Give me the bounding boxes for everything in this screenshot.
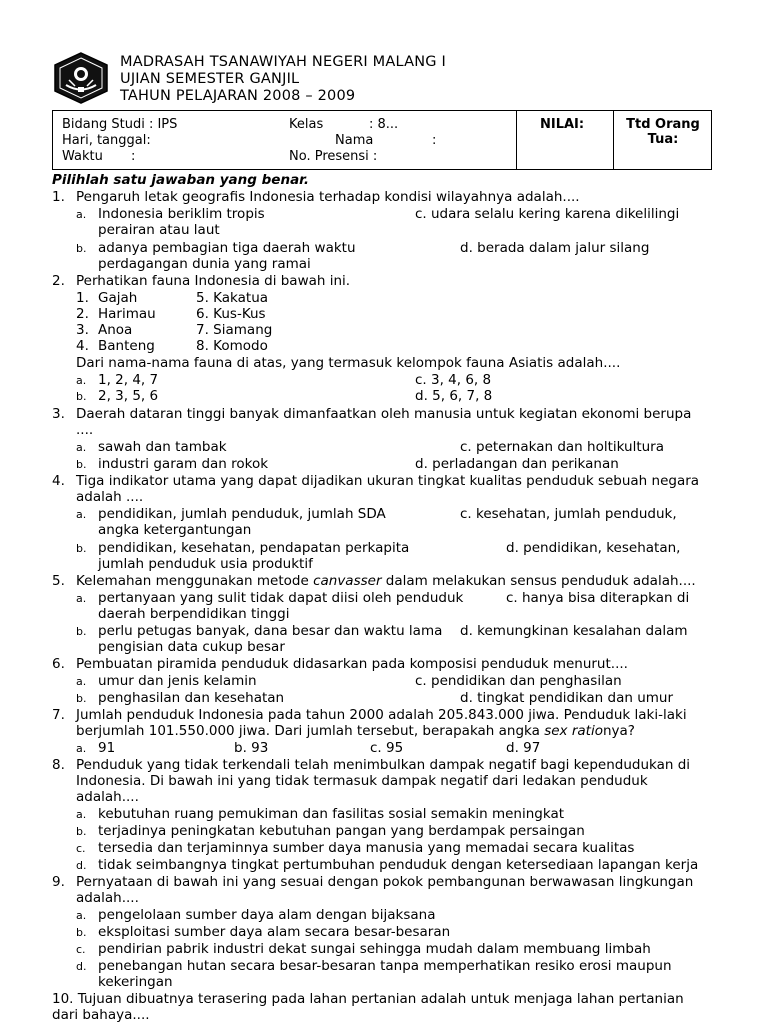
question-number: 6.: [52, 656, 65, 672]
option-a[interactable]: sawah dan tambak: [98, 439, 227, 455]
option-d-continuation: perdagangan dunia yang ramai: [98, 256, 311, 272]
question-text-italic: canvasser: [313, 573, 382, 589]
fauna-item: Banteng: [98, 338, 155, 354]
option-b[interactable]: pendidikan, kesehatan, pendapatan perkapita: [98, 540, 410, 556]
question-text: Perhatikan fauna Indonesia di bawah ini.: [76, 273, 351, 289]
instruction: Pilihlah satu jawaban yang benar.: [52, 172, 310, 188]
fauna-number: 4.: [76, 338, 89, 354]
option-d-continuation: jumlah penduduk usia produktif: [98, 556, 313, 572]
option-a[interactable]: pertanyaan yang sulit tidak dapat diisi oleh penduduk: [98, 590, 464, 606]
question-text-continuation: adalah ....: [76, 489, 144, 505]
attendance-number-field[interactable]: No. Presensi :: [289, 149, 378, 164]
option-letter: a.: [76, 808, 87, 821]
exam-header: [120, 54, 446, 105]
option-letter: b.: [76, 692, 87, 705]
name-field-colon: :: [432, 133, 437, 148]
option-c-continuation: daerah berpendidikan tinggi: [98, 606, 290, 622]
option-letter: b.: [76, 625, 87, 638]
option-c[interactable]: c. 3, 4, 6, 8: [415, 372, 492, 388]
question-text: Daerah dataran tinggi banyak dimanfaatkan oleh manusia untuk kegiatan ekonomi berupa: [76, 406, 692, 422]
option-letter: a.: [76, 742, 87, 755]
option-c[interactable]: c. pendidikan dan penghasilan: [415, 673, 622, 689]
class-field-label[interactable]: Kelas: [289, 117, 324, 132]
option-letter: c.: [76, 943, 86, 956]
question-number: 8.: [52, 757, 65, 773]
question-text: Jumlah penduduk Indonesia pada tahun 2000 adalah 205.843.000 jiwa. Penduduk laki-laki: [76, 707, 687, 723]
option-d[interactable]: penebangan hutan secara besar-besaran tanpa memperhatikan resiko erosi maupun: [98, 958, 672, 974]
option-letter: b.: [76, 926, 87, 939]
option-d[interactable]: d. 97: [506, 740, 541, 756]
time-field-colon: :: [131, 149, 136, 164]
option-d[interactable]: d. perladangan dan perikanan: [415, 456, 619, 472]
question-text: Pembuatan piramida penduduk didasarkan pada komposisi penduduk menurut....: [76, 656, 628, 672]
question-number: 1.: [52, 189, 65, 205]
option-letter: a.: [76, 374, 87, 387]
option-b[interactable]: terjadinya peningkatan kebutuhan pangan yang berdampak persaingan: [98, 823, 585, 839]
question-subtext: Dari nama-nama fauna di atas, yang termasuk kelompok fauna Asiatis adalah....: [76, 355, 621, 371]
option-a[interactable]: pengelolaan sumber daya alam dengan bijaksana: [98, 907, 436, 923]
option-a[interactable]: kebutuhan ruang pemukiman dan fasilitas sosial semakin meningkat: [98, 806, 565, 822]
option-letter: b.: [76, 825, 87, 838]
fauna-item: 6. Kus-Kus: [196, 306, 266, 322]
option-letter: a.: [76, 441, 87, 454]
question-text-part: dalam melakukan sensus penduduk adalah....: [381, 573, 696, 589]
fauna-item: Gajah: [98, 290, 138, 306]
option-d[interactable]: d. tingkat pendidikan dan umur: [460, 690, 674, 706]
exam-title: UJIAN SEMESTER GANJIL: [120, 71, 300, 87]
option-a[interactable]: pendidikan, jumlah penduduk, jumlah SDA: [98, 506, 386, 522]
option-letter: a.: [76, 592, 87, 605]
question-text: Penduduk yang tidak terkendali telah menimbulkan dampak negatif bagi kependudukan di: [76, 757, 691, 773]
school-name: MADRASAH TSANAWIYAH NEGERI MALANG I: [120, 54, 446, 70]
option-b[interactable]: eksploitasi sumber daya alam secara besar-besaran: [98, 924, 451, 940]
option-letter: a.: [76, 208, 87, 221]
option-a[interactable]: 91: [98, 740, 116, 756]
question-text-continuation: adalah....: [76, 789, 139, 805]
question-text-continuation: dari bahaya....: [52, 1007, 150, 1023]
option-letter: a.: [76, 909, 87, 922]
question-text-continuation: [76, 723, 635, 740]
option-a[interactable]: umur dan jenis kelamin: [98, 673, 257, 689]
option-b[interactable]: b. 93: [234, 740, 269, 756]
question-text-continuation: adalah....: [76, 890, 139, 906]
name-field-label[interactable]: Nama: [335, 133, 374, 148]
question-number: 7.: [52, 707, 65, 723]
option-d[interactable]: d. berada dalam jalur silang: [460, 240, 650, 256]
option-letter: b.: [76, 458, 87, 471]
option-d[interactable]: d. 5, 6, 7, 8: [415, 388, 493, 404]
option-a[interactable]: Indonesia beriklim tropis: [98, 206, 265, 222]
option-d[interactable]: d. kemungkinan kesalahan dalam: [460, 623, 688, 639]
question-number: 3.: [52, 406, 65, 422]
question-text-part: berjumlah 101.550.000 jiwa. Dari jumlah tersebut, berapakah angka: [76, 723, 545, 739]
option-c[interactable]: pendirian pabrik industri dekat sungai sehingga mudah dalam membuang limbah: [98, 941, 651, 957]
fauna-number: 2.: [76, 306, 89, 322]
question-text: Tiga indikator utama yang dapat dijadikan ukuran tingkat kualitas penduduk sebuah negara: [76, 473, 700, 489]
option-c[interactable]: c. hanya bisa diterapkan di: [506, 590, 690, 606]
option-c[interactable]: c. peternakan dan holtikultura: [460, 439, 665, 455]
option-letter: b.: [76, 390, 87, 403]
question-text-part: Kelemahan menggunakan metode: [76, 573, 314, 589]
option-d[interactable]: d. pendidikan, kesehatan,: [506, 540, 681, 556]
question-text-continuation: ....: [76, 422, 94, 438]
academic-year: TAHUN PELAJARAN 2008 – 2009: [120, 88, 356, 104]
option-letter: a.: [76, 508, 87, 521]
question-number: 2.: [52, 273, 65, 289]
class-field-value: : 8...: [369, 117, 399, 132]
fauna-item: 7. Siamang: [196, 322, 273, 338]
question-number: 9.: [52, 874, 65, 890]
time-field-label[interactable]: Waktu: [62, 149, 103, 164]
option-a[interactable]: 1, 2, 4, 7: [98, 372, 159, 388]
parent-signature-label-1: Ttd Orang: [626, 117, 700, 132]
option-c-continuation: perairan atau laut: [98, 222, 220, 238]
score-label: NILAI:: [540, 117, 585, 132]
option-c-continuation: angka ketergantungan: [98, 522, 252, 538]
option-c[interactable]: c. udara selalu kering karena dikelilingi: [415, 206, 680, 222]
question-text: 10. Tujuan dibuatnya terasering pada lahan pertanian adalah untuk menjaga lahan pertanian: [52, 991, 684, 1007]
option-letter: b.: [76, 542, 87, 555]
option-letter: b.: [76, 242, 87, 255]
question-text-italic: sex ratio: [544, 723, 603, 739]
question-text: Pengaruh letak geografis Indonesia terhadap kondisi wilayahnya adalah....: [76, 189, 580, 205]
divider: [516, 111, 517, 169]
student-identity-box: [52, 110, 712, 170]
option-letter: c.: [76, 842, 86, 855]
option-b[interactable]: adanya pembagian tiga daerah waktu: [98, 240, 356, 256]
question-text: Pernyataan di bawah ini yang sesuai dengan pokok pembangunan berwawasan lingkungan: [76, 874, 694, 890]
question-text-continuation: Indonesia. Di bawah ini yang tidak termasuk dampak negatif dari ledakan penduduk: [76, 773, 648, 789]
option-d[interactable]: tidak seimbangnya tingkat pertumbuhan penduduk dengan ketersediaan lapangan kerja: [98, 857, 699, 873]
option-b[interactable]: 2, 3, 5, 6: [98, 388, 159, 404]
madrasah-emblem-icon: [52, 52, 110, 104]
option-d-continuation: kekeringan: [98, 974, 173, 990]
fauna-item: 8. Komodo: [196, 338, 268, 354]
option-b[interactable]: perlu petugas banyak, dana besar dan waktu lama: [98, 623, 443, 639]
option-letter: d.: [76, 859, 87, 872]
fauna-item: 5. Kakatua: [196, 290, 269, 306]
option-c[interactable]: c. kesehatan, jumlah penduduk,: [460, 506, 677, 522]
question-number: 5.: [52, 573, 65, 589]
fauna-item: Anoa: [98, 322, 133, 338]
option-d-continuation: pengisian data cukup besar: [98, 639, 285, 655]
option-b[interactable]: industri garam dan rokok: [98, 456, 269, 472]
option-c[interactable]: c. 95: [370, 740, 404, 756]
question-text-part: nya?: [602, 723, 635, 739]
option-letter: d.: [76, 960, 87, 973]
question-text: [76, 573, 696, 590]
option-c[interactable]: tersedia dan terjaminnya sumber daya manusia yang memadai secara kualitas: [98, 840, 635, 856]
date-field[interactable]: Hari, tanggal:: [62, 133, 151, 148]
option-letter: a.: [76, 675, 87, 688]
subject-field[interactable]: Bidang Studi : IPS: [62, 117, 178, 132]
option-b[interactable]: penghasilan dan kesehatan: [98, 690, 285, 706]
parent-signature-label-2: Tua:: [647, 132, 679, 147]
fauna-item: Harimau: [98, 306, 156, 322]
fauna-number: 3.: [76, 322, 89, 338]
fauna-number: 1.: [76, 290, 89, 306]
question-number: 4.: [52, 473, 65, 489]
